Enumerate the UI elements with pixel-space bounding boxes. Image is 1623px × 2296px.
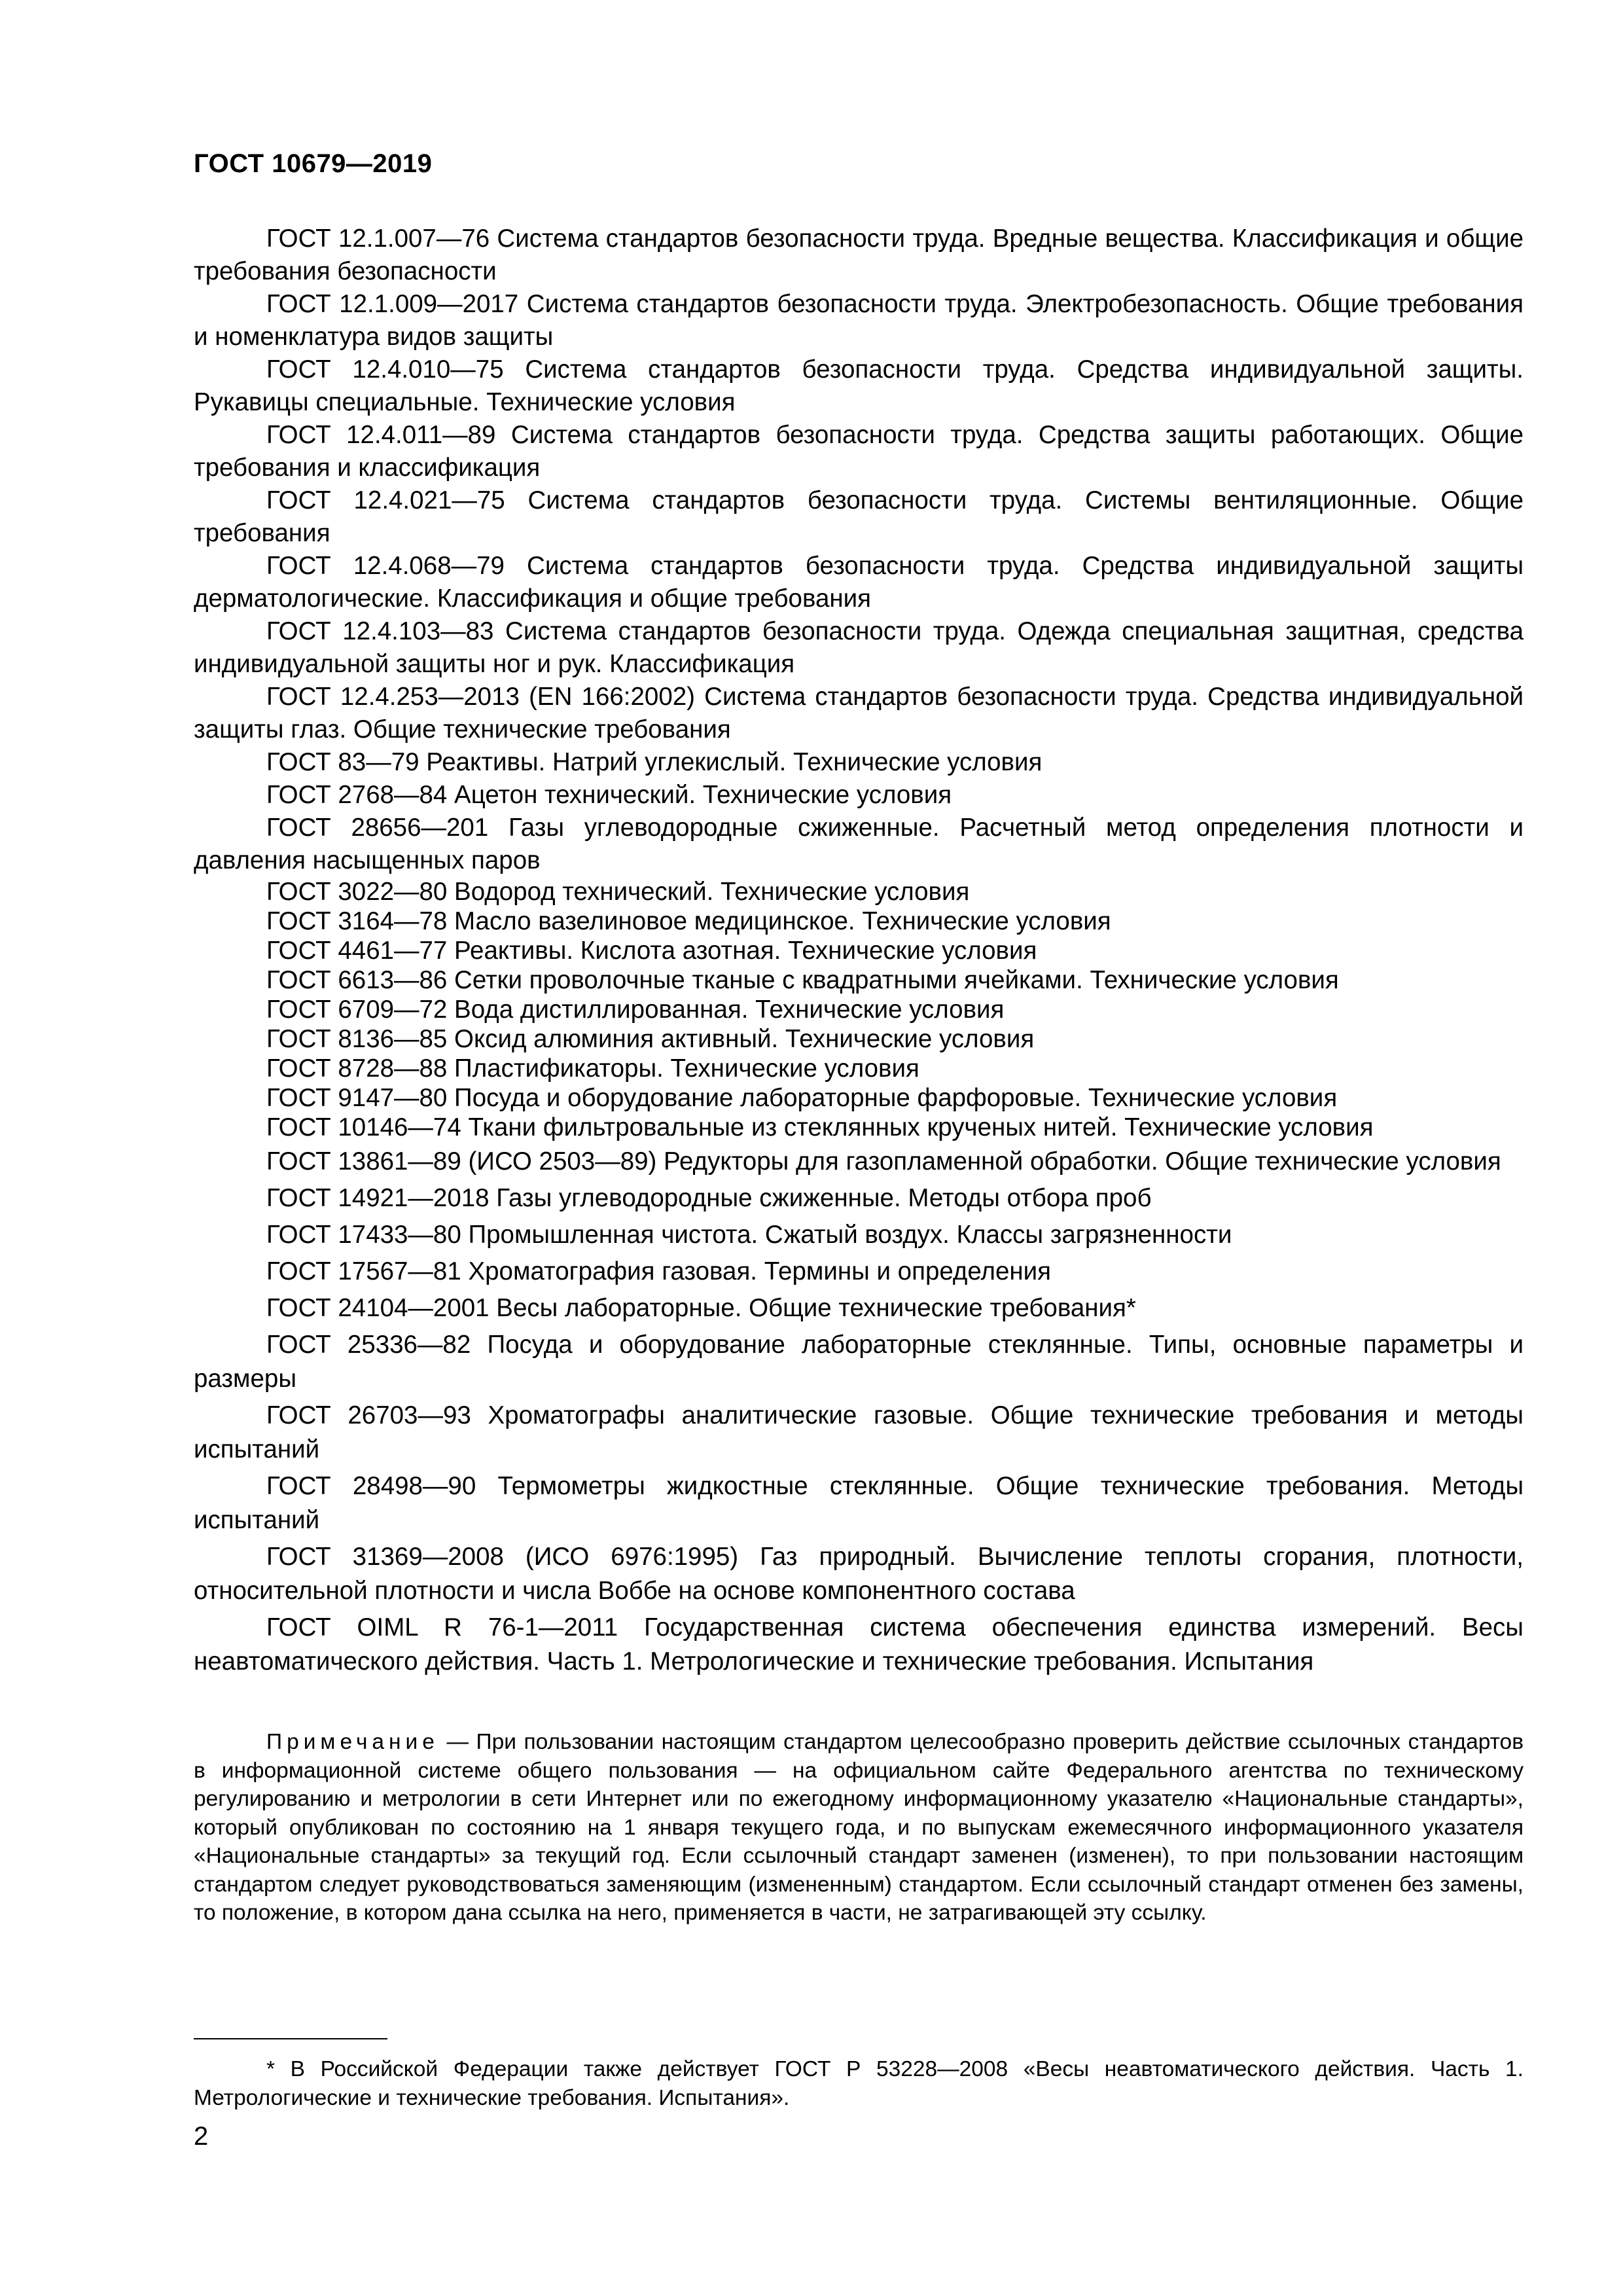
reference-title: Масло вазелиновое медицинское. Технические условия bbox=[454, 907, 1111, 935]
reference-item bbox=[194, 288, 1524, 353]
reference-title: Вода дистиллированная. Технические условия bbox=[454, 996, 1005, 1024]
reference-item bbox=[194, 1218, 1524, 1252]
reference-code: ГОСТ 12.4.253—2013 (EN 166:2002) bbox=[266, 683, 695, 711]
reference-title: Реактивы. Натрий углекислый. Технические условия bbox=[426, 748, 1043, 776]
reference-code: ГОСТ 31369—2008 (ИСО 6976:1995) bbox=[266, 1543, 739, 1571]
reference-title: Газы углеводородные сжиженные. Методы отбора проб bbox=[496, 1184, 1152, 1212]
reference-title: Весы лабораторные. Общие технические требования* bbox=[496, 1294, 1136, 1322]
reference-item bbox=[194, 1399, 1524, 1467]
reference-code: ГОСТ 10146—74 bbox=[266, 1113, 461, 1141]
reference-item bbox=[194, 746, 1524, 779]
reference-code: ГОСТ 26703—93 bbox=[266, 1401, 471, 1429]
reference-item bbox=[194, 877, 1524, 906]
reference-title: Система стандартов безопасности труда. Электробезопасность. Общие требования и номенклатура видов защиты bbox=[194, 290, 1524, 351]
reference-title: Пластификаторы. Технические условия bbox=[454, 1054, 919, 1083]
reference-title: Хроматография газовая. Термины и определения bbox=[468, 1257, 1052, 1285]
reference-title: Посуда и оборудование лабораторные стеклянные. Типы, основные параметры и размеры bbox=[194, 1331, 1524, 1393]
reference-code: ГОСТ 3164—78 bbox=[266, 907, 448, 935]
reference-code: ГОСТ 2768—84 bbox=[266, 781, 448, 809]
reference-title: Сетки проволочные тканые с квадратными ячейками. Технические условия bbox=[454, 966, 1339, 994]
reference-item bbox=[194, 1113, 1524, 1142]
footnote-separator bbox=[194, 2038, 387, 2039]
reference-item bbox=[194, 936, 1524, 965]
reference-item bbox=[194, 1181, 1524, 1215]
reference-title: Редукторы для газопламенной обработки. Общие технические условия bbox=[664, 1147, 1501, 1175]
reference-code: ГОСТ 8728—88 bbox=[266, 1054, 448, 1083]
reference-title: Термометры жидкостные стеклянные. Общие технические требования. Методы испытаний bbox=[194, 1472, 1524, 1534]
page-header: ГОСТ 10679—2019 bbox=[194, 149, 433, 178]
note-text: — При пользовании настоящим стандартом целесообразно проверить действие ссылочных стандартов в информационной системе общего пользования — на официальном сайте Федерального агентства по техническому регулированию и метрологии в сети Интернет или по ежегодному информационному указателю «Национальные стандарты», который опубликован по состоянию на 1 января текущего года, и по выпускам ежемесячного информационного указателя «Национальные стандарты» за текущий год. Если ссылочный стандарт заменен (изменен), то при пользовании настоящим стандартом следует руководствоваться заменяющим (измененным) стандартом. Если ссылочный стандарт отменен без замены, то положение, в котором дана ссылка на него, применяется в части, не затрагивающей эту ссылку. bbox=[194, 1730, 1524, 1925]
reference-code: ГОСТ 9147—80 bbox=[266, 1084, 448, 1112]
reference-code: ГОСТ 24104—2001 bbox=[266, 1294, 490, 1322]
reference-item bbox=[194, 484, 1524, 550]
reference-title: Хроматографы аналитические газовые. Общие технические требования и методы испытаний bbox=[194, 1401, 1524, 1463]
reference-item bbox=[194, 995, 1524, 1024]
reference-item bbox=[194, 965, 1524, 995]
reference-title: Газ природный. Вычисление теплоты сгорания, плотности, относительной плотности и числа Воббе на основе компонентного состава bbox=[194, 1543, 1524, 1605]
reference-title: Газы углеводородные сжиженные. Расчетный метод определения плотности и давления насыщенных паров bbox=[194, 814, 1524, 874]
reference-title: Система стандартов безопасности труда. Средства защиты работающих. Общие требования и классификация bbox=[194, 421, 1524, 482]
reference-title: Система стандартов безопасности труда. Средства индивидуальной защиты. Рукавицы специальные. Технические условия bbox=[194, 355, 1524, 416]
reference-title: Государственная система обеспечения единства измерений. Весы неавтоматического действия. Часть 1. Метрологические и технические требования. Испытания bbox=[194, 1613, 1524, 1676]
reference-item bbox=[194, 906, 1524, 936]
note-label: Примечание bbox=[266, 1730, 439, 1754]
reference-code: ГОСТ 83—79 bbox=[266, 748, 419, 776]
reference-title: Посуда и оборудование лабораторные фарфоровые. Технические условия bbox=[454, 1084, 1338, 1112]
footnote: * В Российской Федерации также действует ГОСТ Р 53228—2008 «Весы неавтоматического действия. Часть 1. Метрологические и технические требования. Испытания». bbox=[194, 2057, 1524, 2110]
reference-item bbox=[194, 550, 1524, 615]
reference-title: Оксид алюминия активный. Технические условия bbox=[454, 1025, 1035, 1053]
reference-title: Система стандартов безопасности труда. Вредные вещества. Классификация и общие требования безопасности bbox=[194, 224, 1524, 285]
reference-code: ГОСТ 12.1.009—2017 bbox=[266, 290, 519, 318]
reference-code: ГОСТ 6709—72 bbox=[266, 996, 448, 1024]
reference-item bbox=[194, 1083, 1524, 1113]
reference-item bbox=[194, 1024, 1524, 1054]
reference-code: ГОСТ 14921—2018 bbox=[266, 1184, 490, 1212]
reference-item bbox=[194, 1328, 1524, 1396]
reference-item bbox=[194, 812, 1524, 877]
reference-item bbox=[194, 1255, 1524, 1289]
normative-references-list bbox=[194, 223, 1524, 1679]
reference-code: ГОСТ OIML R 76-1—2011 bbox=[266, 1613, 618, 1641]
reference-title: Система стандартов безопасности труда. Одежда специальная защитная, средства индивидуальной защиты ног и рук. Классификация bbox=[194, 617, 1524, 678]
reference-title: Система стандартов безопасности труда. Средства индивидуальной защиты дерматологические. Классификация и общие требования bbox=[194, 552, 1524, 613]
reference-item bbox=[194, 779, 1524, 812]
reference-item bbox=[194, 681, 1524, 746]
reference-code: ГОСТ 17433—80 bbox=[266, 1221, 461, 1249]
reference-item bbox=[194, 615, 1524, 681]
reference-title: Ацетон технический. Технические условия bbox=[454, 781, 952, 809]
reference-title: Система стандартов безопасности труда. Системы вентиляционные. Общие требования bbox=[194, 486, 1524, 547]
reference-item bbox=[194, 1291, 1524, 1325]
reference-item bbox=[194, 1145, 1524, 1179]
reference-item bbox=[194, 353, 1524, 419]
reference-code: ГОСТ 12.4.011—89 bbox=[266, 421, 496, 449]
reference-title: Водород технический. Технические условия bbox=[454, 878, 970, 906]
reference-title: Реактивы. Кислота азотная. Технические условия bbox=[454, 937, 1037, 965]
reference-title: Ткани фильтровальные из стеклянных крученых нитей. Технические условия bbox=[468, 1113, 1374, 1141]
reference-code: ГОСТ 3022—80 bbox=[266, 878, 448, 906]
note-paragraph bbox=[194, 1728, 1524, 1928]
reference-item bbox=[194, 1611, 1524, 1679]
reference-code: ГОСТ 12.4.010—75 bbox=[266, 355, 504, 384]
page-number: 2 bbox=[194, 2122, 209, 2151]
reference-title: Промышленная чистота. Сжатый воздух. Классы загрязненности bbox=[468, 1221, 1232, 1249]
reference-item bbox=[194, 223, 1524, 288]
reference-code: ГОСТ 12.1.007—76 bbox=[266, 224, 490, 253]
reference-code: ГОСТ 28656—201 bbox=[266, 814, 489, 842]
reference-code: ГОСТ 6613—86 bbox=[266, 966, 448, 994]
reference-code: ГОСТ 12.4.103—83 bbox=[266, 617, 494, 645]
reference-code: ГОСТ 17567—81 bbox=[266, 1257, 461, 1285]
reference-code: ГОСТ 28498—90 bbox=[266, 1472, 476, 1500]
reference-code: ГОСТ 4461—77 bbox=[266, 937, 448, 965]
reference-code: ГОСТ 12.4.068—79 bbox=[266, 552, 505, 580]
reference-title: Система стандартов безопасности труда. Средства индивидуальной защиты глаз. Общие технические требования bbox=[194, 683, 1524, 744]
reference-code: ГОСТ 12.4.021—75 bbox=[266, 486, 505, 514]
reference-item bbox=[194, 1540, 1524, 1608]
reference-item bbox=[194, 1054, 1524, 1083]
reference-item bbox=[194, 1469, 1524, 1537]
reference-code: ГОСТ 13861—89 (ИСО 2503—89) bbox=[266, 1147, 657, 1175]
reference-code: ГОСТ 25336—82 bbox=[266, 1331, 471, 1359]
reference-item bbox=[194, 419, 1524, 484]
reference-code: ГОСТ 8136—85 bbox=[266, 1025, 448, 1053]
